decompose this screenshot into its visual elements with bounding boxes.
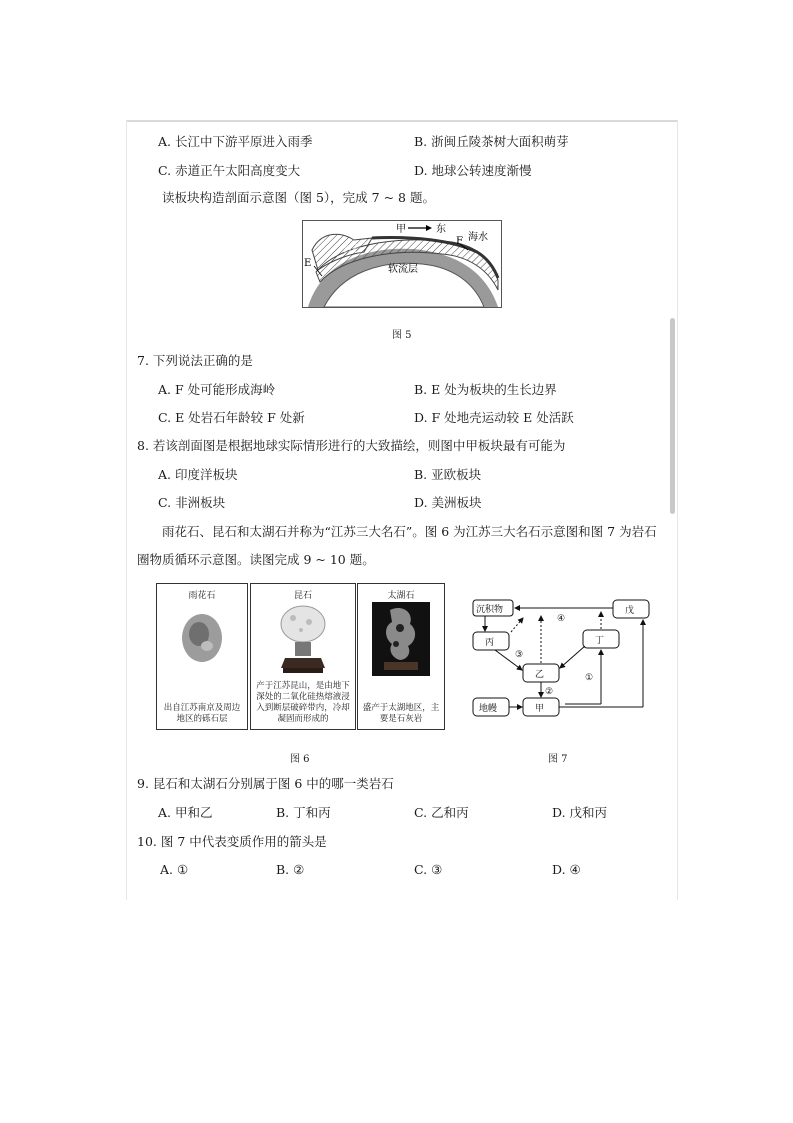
q9-option-c: C. 乙和丙 [414,805,469,820]
fig5-label-rock: 岩石 [342,244,362,255]
intro-7-8: 读板块构造剖面示意图（图 5），完成 7 ~ 8 题。 [162,190,435,205]
fig5-label-east: 东 [436,224,446,235]
q10-option-c: C. ③ [414,862,443,877]
q8-stem: 8. 若该剖面图是根据地球实际情形进行的大致描绘，则图中甲板块最有可能为 [137,438,566,453]
q6-option-c: C. 赤道正午太阳高度变大 [158,163,301,178]
q10-option-a: A. ① [160,862,189,877]
q8-option-d: D. 美洲板块 [414,495,482,510]
q9-option-a: A. 甲和乙 [158,805,213,820]
fig6-panel-taihushi [357,583,445,730]
q9-option-b: B. 丁和丙 [276,805,331,820]
fig6-panel-title: 雨花石 [188,591,216,601]
q7-stem: 7. 下列说法正确的是 [137,353,253,368]
intro-9-10-line2: 圈物质循环示意图。读图完成 9 ~ 10 题。 [137,552,375,567]
fig6-panel-desc: 盛产于太湖地区，主要是石灰岩 [362,703,440,724]
fig6-caption: 图 6 [290,754,310,765]
fig5-label-jia: 甲 [396,224,406,235]
yuhua-stone-image [179,612,225,664]
q10-option-d: D. ④ [552,862,581,877]
fig7-box-yi: 乙 [535,670,545,680]
q6-option-a: A. 长江中下游平原进入雨季 [158,134,313,149]
page-right-edge [677,120,678,900]
fig7-box-wu: 戊 [625,606,635,616]
fig7-num-2: ② [545,687,554,697]
q8-option-b: B. 亚欧板块 [414,467,482,482]
fig7-box-chenji: 沉积物 [476,605,504,615]
q10-stem: 10. 图 7 中代表变质作用的箭头是 [137,834,327,849]
q6-option-b: B. 浙闽丘陵茶树大面积萌芽 [414,134,569,149]
fig6-panel-yuhuashi [156,583,248,730]
fig7-box-ding: 丁 [595,636,605,646]
fig7-box-bing: 丙 [485,638,495,648]
page-left-edge [126,120,127,900]
intro-9-10-line1: 雨花石、昆石和太湖石并称为“江苏三大名石”。图 6 为江苏三大名石示意图和图 7 为岩石 [162,524,657,539]
q7-option-c: C. E 处岩石年龄较 F 处新 [158,410,305,425]
fig5-label-E: E [304,258,312,269]
q7-option-d: D. F 处地壳运动较 E 处活跃 [414,410,574,425]
fig6-panel-title: 太湖石 [387,591,415,601]
fig7-num-3: ③ [515,650,524,660]
fig7-caption: 图 7 [548,754,568,765]
fig6-panel-desc: 产于江苏昆山，是由地下深处的二氧化硅热熔液浸入到断层破碎带内，冷却凝固而形成的 [256,681,350,724]
kun-stone-image [275,602,331,680]
q9-stem: 9. 昆石和太湖石分别属于图 6 中的哪一类岩石 [137,776,394,791]
fig5-caption: 图 5 [392,330,412,341]
rock-cycle-diagram [465,594,665,724]
fig6-panel-title: 昆石 [293,591,312,601]
taihu-stone-image [372,602,430,676]
plate-section-diagram [302,220,502,308]
fig5-label-seawater: 海水 [468,232,488,243]
fig5-label-mantle: 软流层 [388,264,418,275]
q6-option-d: D. 地球公转速度渐慢 [414,163,532,178]
q10-option-b: B. ② [276,862,305,877]
fig7-num-1: ① [585,673,594,683]
q7-option-b: B. E 处为板块的生长边界 [414,382,557,397]
scrollbar-thumb[interactable] [670,318,675,514]
q8-option-c: C. 非洲板块 [158,495,226,510]
q8-option-a: A. 印度洋板块 [158,467,238,482]
fig7-num-4: ④ [557,614,566,624]
fig6-panel-kunshi [250,583,356,730]
q9-option-d: D. 戊和丙 [552,805,608,820]
fig5-label-F: F [456,236,463,247]
q7-option-a: A. F 处可能形成海岭 [158,382,276,397]
fig6-panel-desc: 出自江苏南京及周边地区的砾石层 [163,703,241,724]
fig7-box-jia: 甲 [535,704,545,714]
fig7-box-mantle: 地幔 [479,704,498,714]
